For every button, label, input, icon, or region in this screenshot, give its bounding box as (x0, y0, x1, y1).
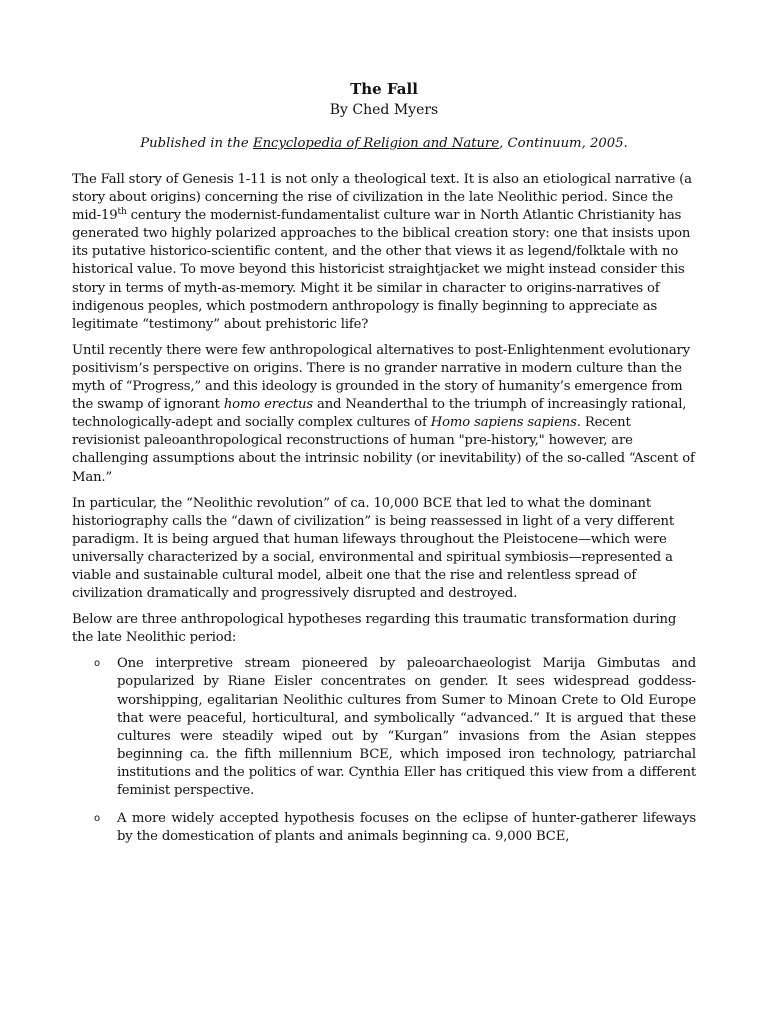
list-item (94, 655, 696, 800)
bullet-icon: o (94, 658, 100, 670)
publication-prefix: Published in the (140, 136, 253, 151)
hypotheses-list (72, 655, 696, 846)
document-page (72, 78, 696, 856)
paragraph-1 (72, 171, 696, 334)
paragraph-2-text-b: and Neanderthal to the triumph of increasingly rational, technologically-adept and socially complex cultures of (72, 397, 687, 431)
paragraph-3: In particular, the “Neolithic revolution” of ca. 10,000 BCE that led to what the dominant historiography calls the “dawn of civilization” is being reassessed in light of a very different paradigm. It is being argued that human lifeways throughout the Pleistocene—which were universally characterized by a social, environmental and spiritual symbiosis—represented a viable and sustainable cultural model, albeit one that the rise and relentless spread of civilization dramatically and progressively disrupted and destroyed. (72, 495, 675, 602)
paragraph-1-text-a: The Fall story of Genesis 1-11 is not only a theological text. It is also an etiological narrative (a story about origins) concerning the rise of civilization in the late Neolithic period. Since the mid-19 (72, 172, 692, 224)
hypothesis-1-text: One interpretive stream pioneered by paleoarchaeologist Marija Gimbutas and popularized by Riane Eisler concentrates on gender. It sees widespread goddess-worshipping, egalitarian Neolithic cultures from Sumer to Minoan Crete to Old Europe that were peaceful, horticultural, and symbolically “advanced.” It is argued that these cultures were steadily wiped out by “Kurgan” invasions from the Asian steppes beginning ca. the fifth millennium BCE, which imposed iron technology, patriarchal institutions and the politics of war. Cynthia Eller has critiqued this view from a different feminist perspective. (117, 656, 696, 798)
paragraph-2-italic-1: homo erectus (223, 397, 313, 413)
hypothesis-2-text: A more widely accepted hypothesis focuses on the eclipse of hunter-gatherer lifeways by the domestication of plants and animals beginning ca. 9,000 BCE, (117, 811, 696, 845)
paragraph-2-text-a: Until recently there were few anthropological alternatives to post-Enlightenment evolutionary positivism’s perspective on origins. There is no grander narrative in modern culture than the myth of “Progress,” and this ideology is grounded in the story of humanity’s emergence from the swamp of ignorant (72, 342, 691, 413)
publication-note (72, 134, 696, 153)
publication-suffix: , Continuum, 2005. (499, 136, 628, 151)
paragraph-2-italic-2: Homo sapiens sapiens (430, 415, 577, 431)
paragraph-2 (72, 342, 696, 487)
paragraph-4: Below are three anthropological hypotheses regarding this traumatic transformation during the late Neolithic period: (72, 612, 677, 646)
paragraph-2-text-c: . Recent revisionist paleoanthropological reconstructions of human "pre-history," however, are challenging assumptions about the intrinsic nobility (or inevitability) of the so-called “Ascent of Man.” (72, 415, 695, 485)
document-title: The Fall (350, 80, 418, 98)
list-item (94, 810, 696, 846)
author-byline: By Ched Myers (329, 102, 439, 118)
paragraph-1-text-b: century the modernist-fundamentalist culture war in North Atlantic Christianity has generated two highly polarized approaches to the biblical creation story: one that insists upon its putative historico-scientific content, and the other that views it as legend/folktale with no historical value. To move beyond this historicist straightjacket we might instead consider this story in terms of myth-as-memory. Might it be similar in character to origins-narratives of indigenous peoples, which postmodern anthropology is finally beginning to appreciate as legitimate “testimony” about prehistoric life? (72, 208, 691, 332)
bullet-icon: o (94, 813, 100, 825)
ordinal-superscript: th (117, 207, 127, 218)
publication-work-title: Encyclopedia of Religion and Nature (252, 136, 500, 151)
